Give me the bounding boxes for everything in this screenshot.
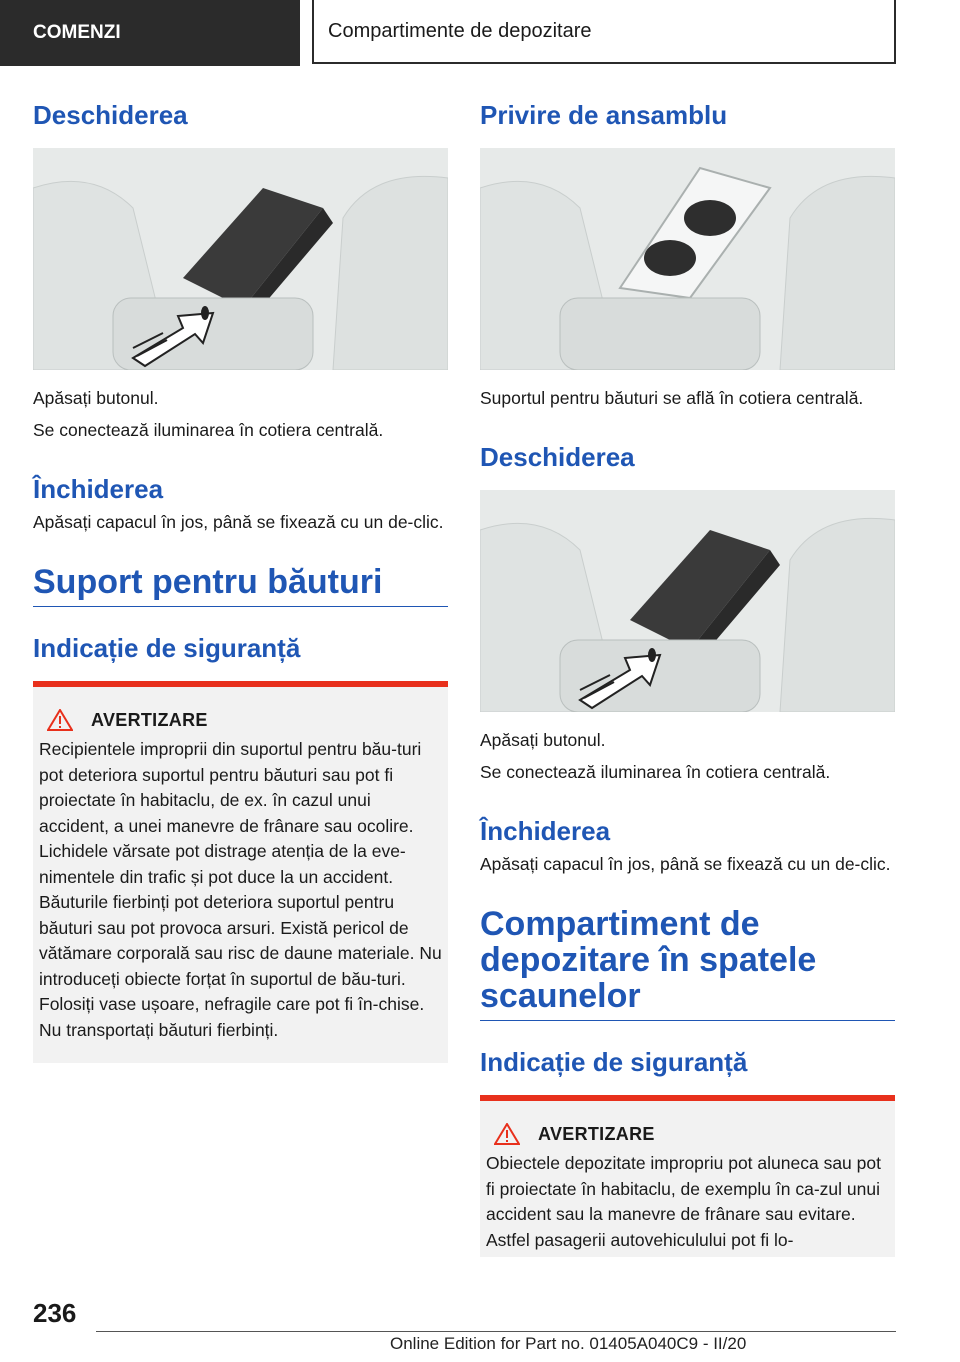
warning-triangle-icon <box>494 1123 520 1145</box>
right-column <box>480 98 895 1257</box>
open-heading-right: Deschiderea <box>480 442 635 472</box>
open-step-1-right: Apăsați butonul. <box>480 730 606 750</box>
open-step-1: Apăsați butonul. <box>33 388 159 408</box>
cupholder-open-illustration <box>480 148 895 370</box>
overview-text: Suportul pentru băuturi se află în cotiera centrală. <box>480 388 864 408</box>
cupholder-heading-wrap <box>33 564 448 607</box>
open-step-2: Se conectează iluminarea în cotiera centrală. <box>33 420 384 440</box>
armrest-button-illustration-right <box>480 490 895 712</box>
close-heading: Închiderea <box>33 474 164 504</box>
edition-text: Online Edition for Part no. 01405A040C9 - II/20 <box>390 1334 747 1353</box>
close-heading-right: Închiderea <box>480 816 611 846</box>
armrest-button-illustration <box>33 148 448 370</box>
left-column <box>33 98 448 1063</box>
safety-heading-right: Indicație de siguranță <box>480 1047 748 1077</box>
overview-heading: Privire de ansamblu <box>480 100 728 130</box>
warning-text-right: Obiectele depozitate impropriu pot aluneca sau pot fi proiectate în habitaclu, de exemplu în ca-zul unui accident sau la manevre de frânare sau evitare. Astfel pasagerii autovehiculului pot fi lo- <box>486 1153 881 1250</box>
warning-title-right: AVERTIZARE <box>538 1123 655 1144</box>
open-step-2-right: Se conectează iluminarea în cotiera centrală. <box>480 762 831 782</box>
open-heading: Deschiderea <box>33 100 188 130</box>
warning-triangle-icon <box>47 709 73 731</box>
warning-box-right <box>480 1095 895 1257</box>
section-tab: COMENZI <box>0 0 300 66</box>
close-step-right: Apăsați capacul în jos, până se fixează cu un de-clic. <box>480 854 891 874</box>
warning-title: AVERTIZARE <box>91 709 208 730</box>
storage-heading-wrap <box>480 906 895 1021</box>
footer-divider <box>96 1331 896 1332</box>
cupholder-heading: Suport pentru băuturi <box>33 563 383 601</box>
storage-heading: Compartiment de depozitare în spatele scaunelor <box>480 905 817 1015</box>
warning-text: Recipientele improprii din suportul pentru bău-turi pot deteriora suportul pentru băuturi sau pot fi proiectate în habitaclu, de ex. în cazul unui accident, a unei manevre de frânare sau ocolire. Lichidele vărsate pot distrage atenția de la eve-nimentele din trafic și pot duce la un accident. Băuturile fierbinți pot deteriora suportul pentru băuturi sau pot provoca arsuri. Există pericol de vătămare corporală sau risc de daune materiale. Nu introduceți obiecte forțat în suportul de bău-turi. Folosiți vase ușoare, nefragile care pot fi în-chise. Nu transportați băuturi fierbinți. <box>39 739 442 1040</box>
page-header <box>0 0 960 66</box>
close-step: Apăsați capacul în jos, până se fixează cu un de-clic. <box>33 512 444 532</box>
chapter-title: Compartimente de depozitare <box>312 0 896 64</box>
page-number: 236 <box>33 1298 77 1328</box>
warning-box <box>33 681 448 1063</box>
safety-heading: Indicație de siguranță <box>33 633 301 663</box>
